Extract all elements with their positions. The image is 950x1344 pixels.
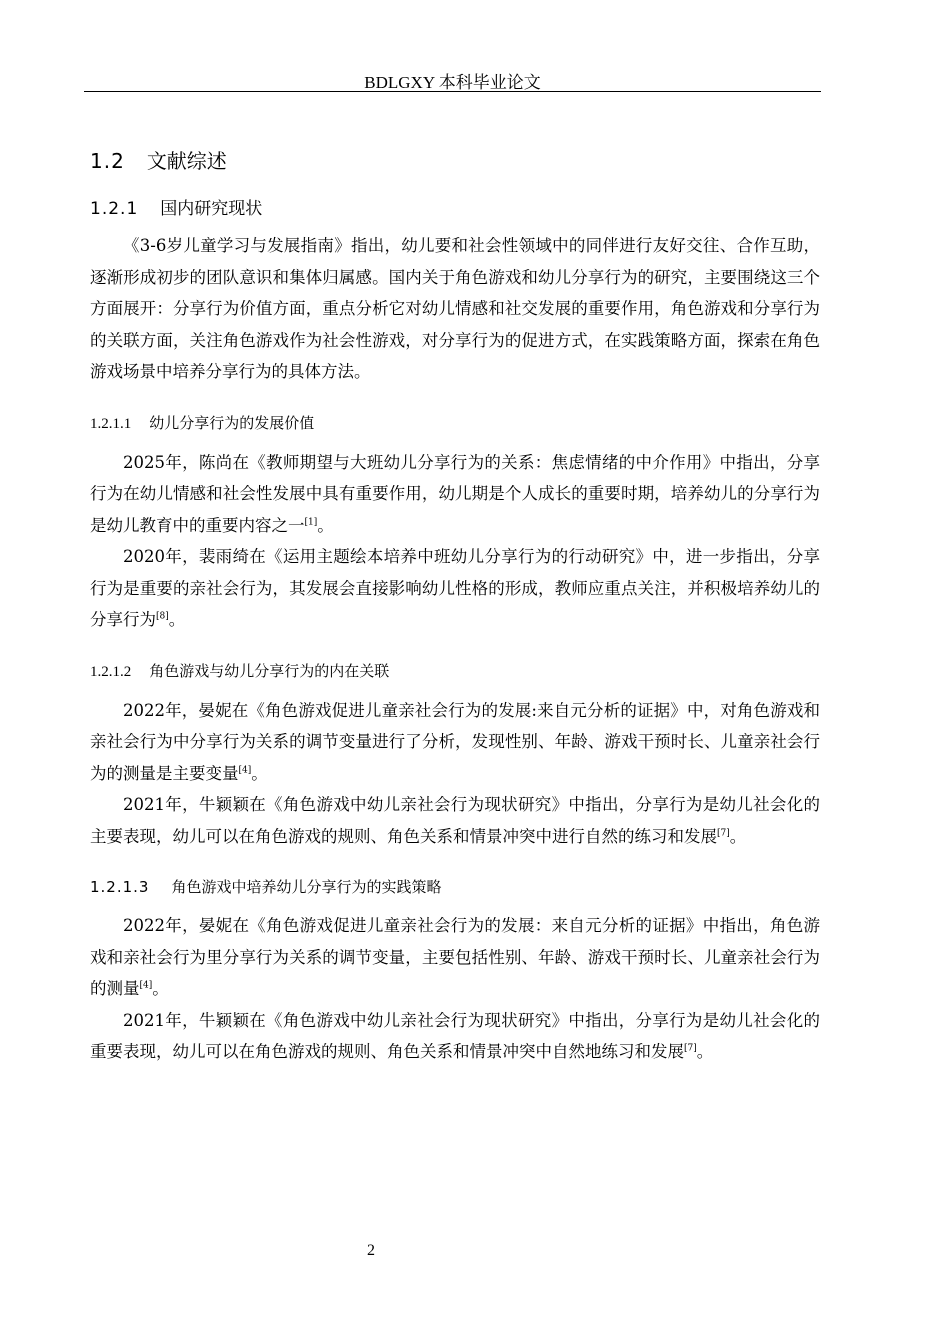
citation-ref: [8] bbox=[156, 611, 169, 622]
s1-number: 1.2.1.1 bbox=[90, 415, 132, 432]
s3-number: 1.2.1.3 bbox=[90, 878, 150, 896]
citation-ref: [7] bbox=[717, 828, 730, 838]
subsection-number: 1.2.1 bbox=[90, 199, 139, 219]
citation-ref: [7] bbox=[684, 1043, 697, 1054]
subsection-heading bbox=[90, 194, 820, 224]
s2-p1-text: 2022年，晏妮在《角色游戏促进儿童亲社会行为的发展:来自元分析的证据》中，对角色游戏和亲社会行为中分享行为关系的调节变量进行了分析，发现性别、年龄、游戏干预时长、儿童亲社会行为的测量是主要变量 bbox=[90, 700, 820, 783]
s3-paragraph-1: 2022年，晏妮在《角色游戏促进儿童亲社会行为的发展：来自元分析的证据》中指出，角色游戏和亲社会行为里分享行为关系的调节变量，主要包括性别、年龄、游戏干预时长、儿童亲社会行为的测量[4]。 bbox=[90, 916, 820, 998]
s2-p2-text: 2021年，牛颖颖在《角色游戏中幼儿亲社会行为现状研究》中指出，分享行为是幼儿社会化的主要表现，幼儿可以在角色游戏的规则、角色关系和情景冲突中进行自然的练习和发展 bbox=[90, 795, 820, 846]
s3-paragraph-2: 2021年，牛颖颖在《角色游戏中幼儿亲社会行为现状研究》中指出，分享行为是幼儿社会化的重要表现，幼儿可以在角色游戏的规则、角色关系和情景冲突中自然地练习和发展[7]。 bbox=[90, 1010, 820, 1061]
citation-ref: [1] bbox=[304, 517, 318, 527]
header-divider bbox=[84, 91, 821, 92]
s2-title: 角色游戏与幼儿分享行为的内在关联 bbox=[149, 661, 390, 680]
s2-paragraph-1: 2022年，晏妮在《角色游戏促进儿童亲社会行为的发展:来自元分析的证据》中，对角色游戏和亲社会行为中分享行为关系的调节变量进行了分析，发现性别、年龄、游戏干预时长、儿童亲社会行为的测量是主要变量[4]。 bbox=[90, 700, 820, 783]
s1-paragraph-1: 2025年，陈尚在《教师期望与大班幼儿分享行为的关系：焦虑情绪的中介作用》中指出，分享行为在幼儿情感和社会性发展中具有重要作用，幼儿期是个人成长的重要时期，培养幼儿的分享行为是幼儿教育中的重要内容之一[1]。 bbox=[90, 452, 820, 535]
s1-heading bbox=[90, 408, 820, 439]
page-body bbox=[90, 130, 820, 1068]
s3-title: 角色游戏中培养幼儿分享行为的实践策略 bbox=[171, 878, 442, 896]
s1-title: 幼儿分享行为的发展价值 bbox=[149, 413, 315, 432]
intro-paragraph: 《3-6岁儿童学习与发展指南》指出，幼儿要和社会性领域中的同伴进行友好交往、合作互助，逐渐形成初步的团队意识和集体归属感。国内关于角色游戏和幼儿分享行为的研究，主要围绕这三个方面展开：分享行为价值方面，重点分析它对幼儿情感和社交发展的重要作用，角色游戏和分享行为的关联方面，关注角色游戏作为社会性游戏，对分享行为的促进方式，在实践策略方面，探索在角色游戏场景中培养分享行为的具体方法。 bbox=[90, 236, 820, 381]
s3-heading bbox=[90, 872, 820, 902]
s1-paragraph-2: 2020年，裴雨绮在《运用主题绘本培养中班幼儿分享行为的行动研究》中，进一步指出，分享行为是重要的亲社会行为，其发展会直接影响幼儿性格的形成，教师应重点关注，并积极培养幼儿的分享行为[8]。 bbox=[90, 547, 820, 629]
s2-heading bbox=[90, 656, 820, 687]
section-number: 1.2 bbox=[90, 149, 125, 173]
subsection-title: 国内研究现状 bbox=[160, 199, 263, 219]
s3-p1-text: 2022年，晏妮在《角色游戏促进儿童亲社会行为的发展：来自元分析的证据》中指出，角色游戏和亲社会行为里分享行为关系的调节变量，主要包括性别、年龄、游戏干预时长、儿童亲社会行为的测量 bbox=[90, 916, 820, 998]
s1-p2-text: 2020年，裴雨绮在《运用主题绘本培养中班幼儿分享行为的行动研究》中，进一步指出，分享行为是重要的亲社会行为，其发展会直接影响幼儿性格的形成，教师应重点关注，并积极培养幼儿的分享行为 bbox=[90, 547, 820, 629]
section-title: 文献综述 bbox=[146, 149, 227, 173]
page-number: 2 bbox=[367, 1242, 375, 1259]
citation-ref: [4] bbox=[139, 980, 153, 991]
section-heading bbox=[90, 144, 820, 178]
page-header-title: BDLGXY 本科毕业论文 bbox=[364, 73, 541, 92]
s2-paragraph-2: 2021年，牛颖颖在《角色游戏中幼儿亲社会行为现状研究》中指出，分享行为是幼儿社会化的主要表现，幼儿可以在角色游戏的规则、角色关系和情景冲突中进行自然的练习和发展[7]。 bbox=[90, 795, 820, 846]
s1-p1-text: 2025年，陈尚在《教师期望与大班幼儿分享行为的关系：焦虑情绪的中介作用》中指出，分享行为在幼儿情感和社会性发展中具有重要作用，幼儿期是个人成长的重要时期，培养幼儿的分享行为是幼儿教育中的重要内容之一 bbox=[90, 452, 820, 535]
citation-ref: [4] bbox=[238, 765, 252, 775]
s2-number: 1.2.1.2 bbox=[90, 663, 132, 680]
s3-p2-text: 2021年，牛颖颖在《角色游戏中幼儿亲社会行为现状研究》中指出，分享行为是幼儿社会化的重要表现，幼儿可以在角色游戏的规则、角色关系和情景冲突中自然地练习和发展 bbox=[90, 1010, 820, 1061]
